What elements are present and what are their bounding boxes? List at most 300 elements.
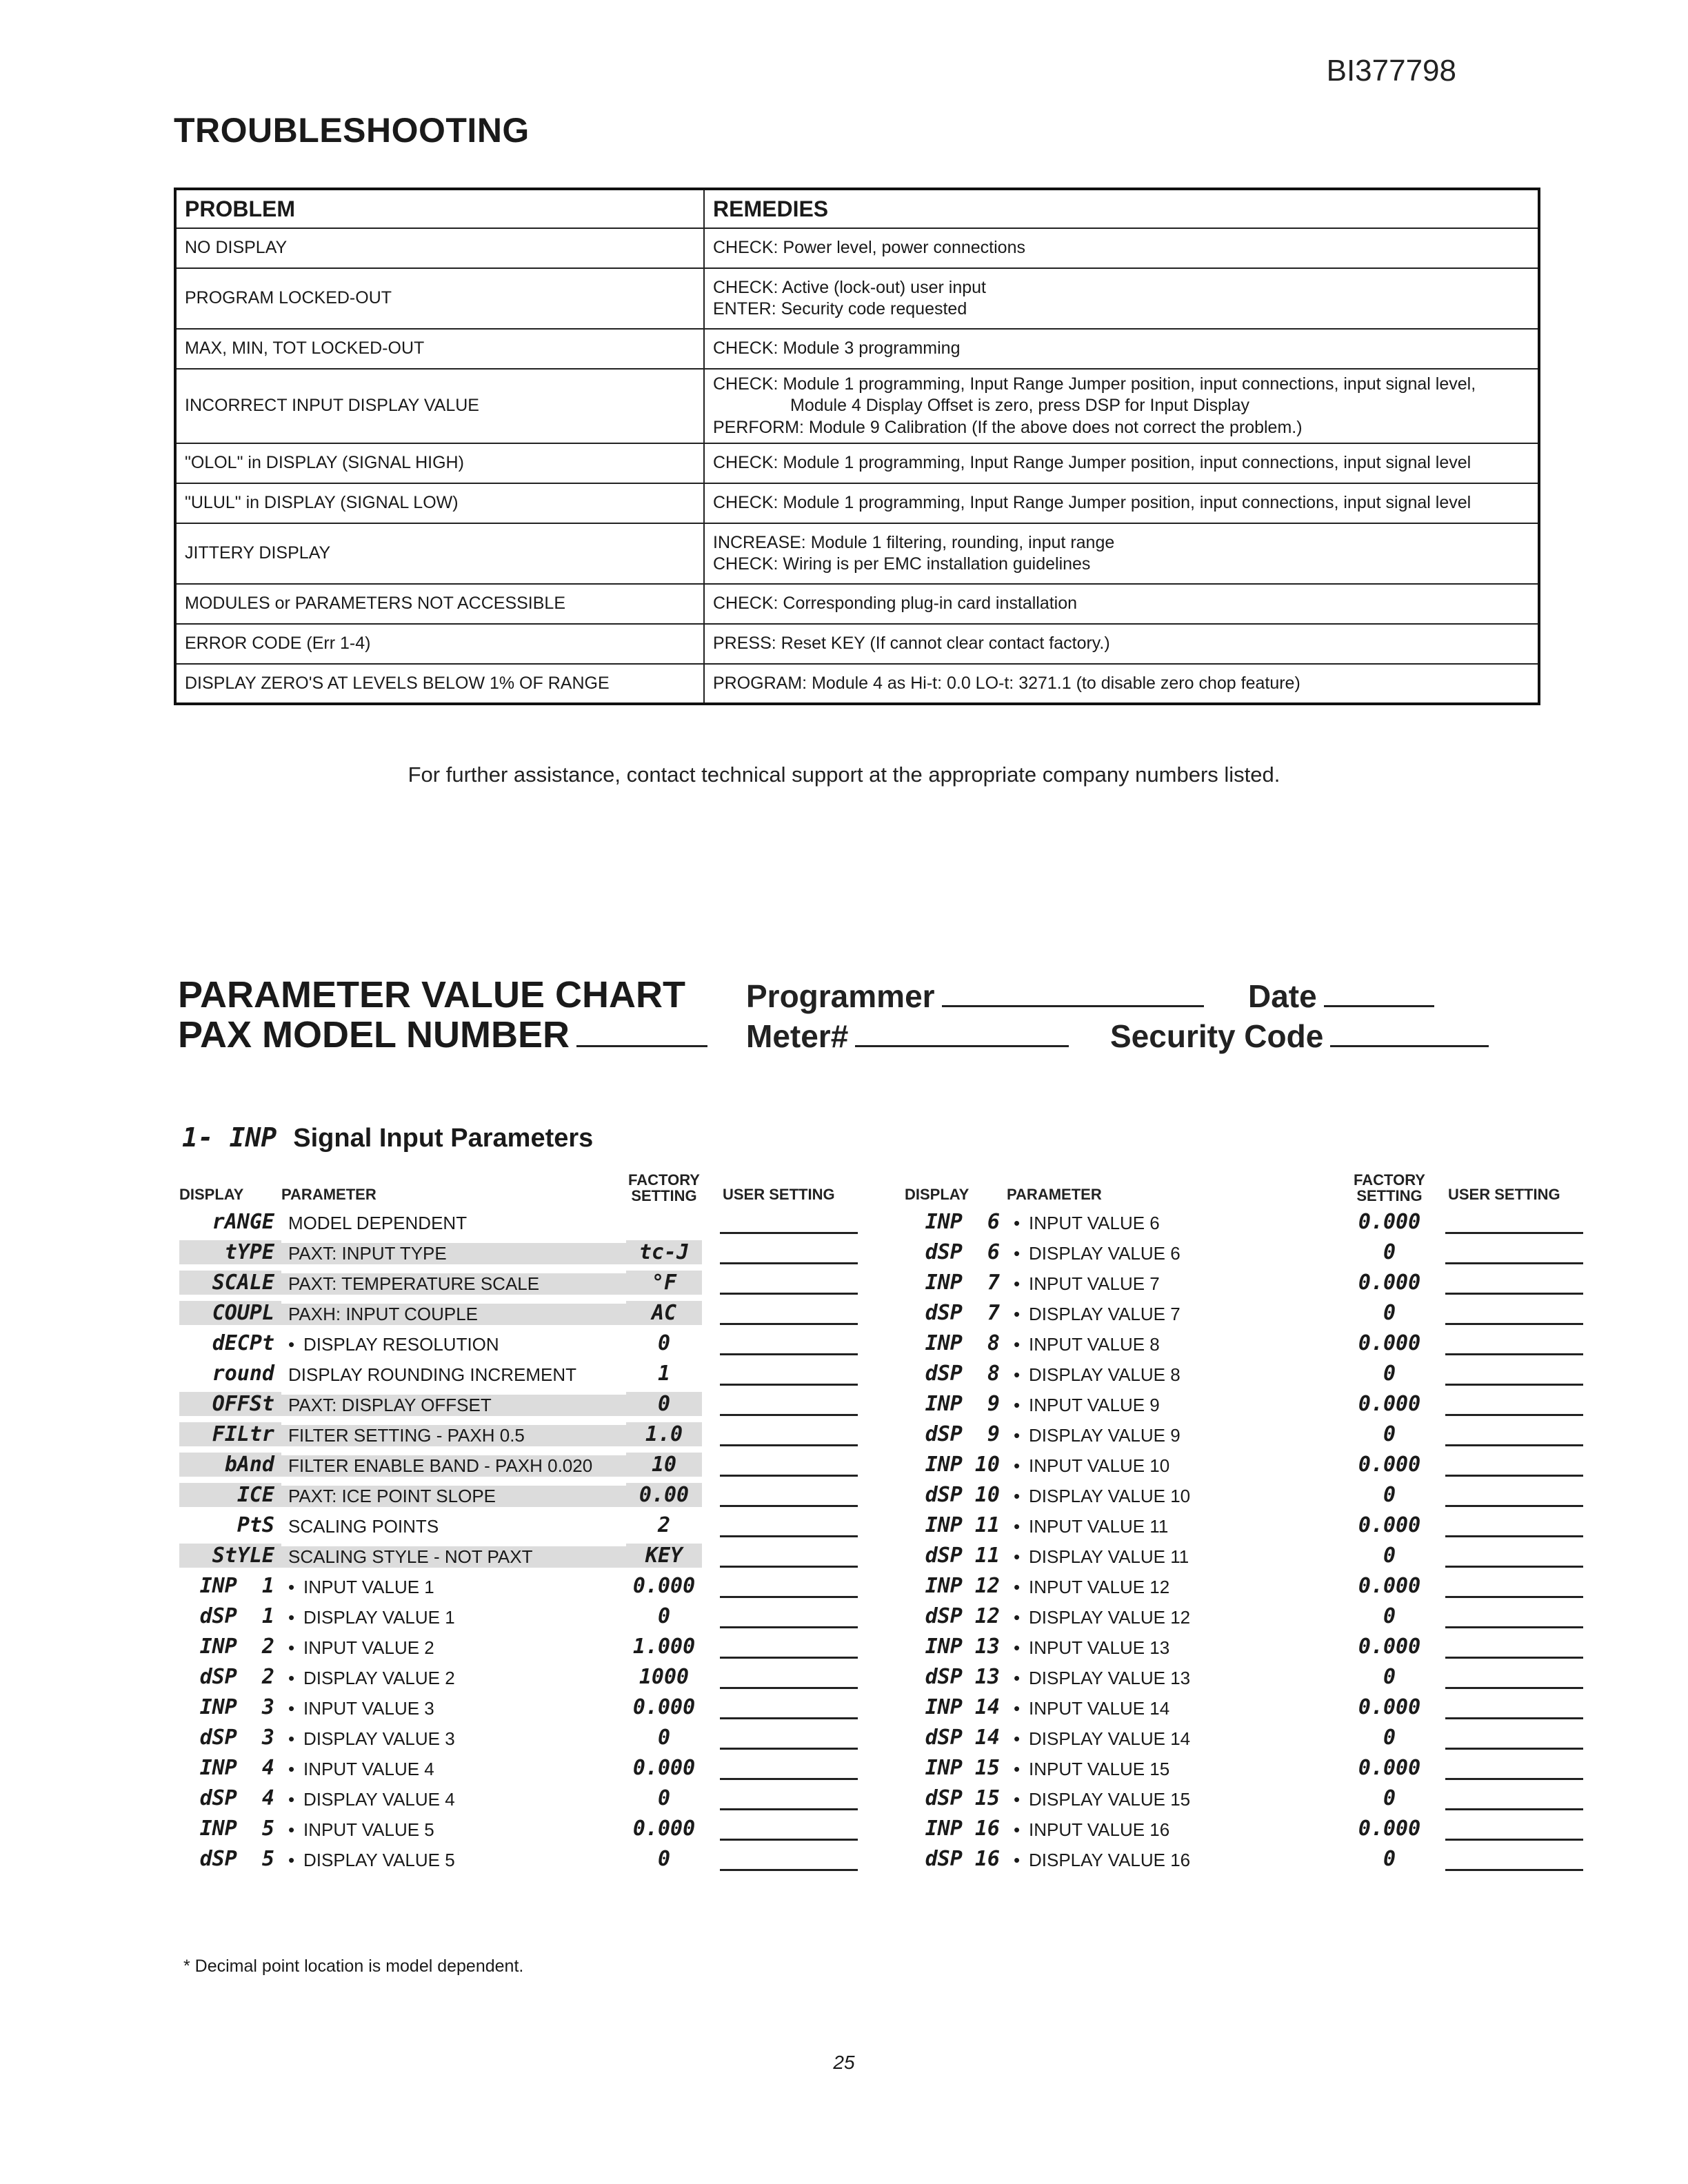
user-setting-blank[interactable] bbox=[720, 1636, 858, 1659]
parameter-label: PAXT: DISPLAY OFFSET bbox=[288, 1395, 492, 1415]
model-dependent-marker: • bbox=[288, 1334, 295, 1355]
remedies-column-header: REMEDIES bbox=[704, 189, 1539, 228]
parameter-name bbox=[281, 1819, 626, 1841]
parameter-row bbox=[905, 1446, 1614, 1477]
remedy-line: Module 4 Display Offset is zero, press DSP for Input Display bbox=[790, 396, 1250, 416]
model-dependent-marker: • bbox=[1014, 1304, 1021, 1324]
parameter-label: SCALING POINTS bbox=[288, 1516, 439, 1537]
user-setting-blank[interactable] bbox=[1445, 1697, 1583, 1719]
user-setting-blank[interactable] bbox=[1445, 1848, 1583, 1871]
problem-cell: MAX, MIN, TOT LOCKED-OUT bbox=[175, 329, 704, 369]
parameter-name bbox=[1007, 1759, 1352, 1780]
factory-setting: 0 bbox=[1383, 1301, 1396, 1325]
parameter-label: PAXT: INPUT TYPE bbox=[288, 1243, 447, 1264]
parameter-label: INPUT VALUE 15 bbox=[1029, 1759, 1170, 1779]
parameter-name bbox=[281, 1364, 626, 1386]
user-setting-blank[interactable] bbox=[1445, 1333, 1583, 1355]
user-setting-blank[interactable] bbox=[720, 1848, 858, 1871]
parameter-name bbox=[281, 1455, 626, 1477]
user-setting-blank[interactable] bbox=[1445, 1363, 1583, 1386]
parameter-row bbox=[905, 1325, 1614, 1355]
parameter-row bbox=[179, 1719, 888, 1750]
display-code: bAnd bbox=[179, 1453, 281, 1477]
parameter-name bbox=[1007, 1728, 1352, 1750]
parameter-row bbox=[905, 1295, 1614, 1325]
user-setting-blank[interactable] bbox=[720, 1363, 858, 1386]
factory-setting: 1000 bbox=[639, 1665, 690, 1689]
user-setting-blank[interactable] bbox=[1445, 1454, 1583, 1477]
remedy-line: CHECK: Corresponding plug-in card installation bbox=[713, 594, 1078, 614]
model-dependent-marker: • bbox=[1014, 1698, 1021, 1719]
parameter-row bbox=[905, 1537, 1614, 1568]
parameter-name bbox=[281, 1334, 626, 1355]
parameter-name bbox=[1007, 1334, 1352, 1355]
user-setting-blank[interactable] bbox=[720, 1697, 858, 1719]
model-dependent-marker: • bbox=[1014, 1819, 1021, 1840]
display-code: dSP 1 bbox=[199, 1604, 274, 1628]
model-dependent-marker: • bbox=[1014, 1213, 1021, 1233]
parameter-row bbox=[905, 1689, 1614, 1719]
display-header: DISPLAY bbox=[179, 1186, 244, 1203]
parameter-name bbox=[281, 1425, 626, 1446]
parameter-name bbox=[281, 1637, 626, 1659]
user-setting-header: USER SETTING bbox=[723, 1186, 835, 1203]
parameter-label: INPUT VALUE 10 bbox=[1029, 1455, 1170, 1476]
parameter-label: INPUT VALUE 3 bbox=[303, 1698, 434, 1719]
display-code: StYLE bbox=[179, 1544, 281, 1568]
user-setting-blank[interactable] bbox=[720, 1272, 858, 1295]
parameter-label: DISPLAY VALUE 11 bbox=[1029, 1546, 1189, 1567]
troubleshooting-row bbox=[175, 483, 1539, 523]
factory-setting: 0.000 bbox=[1358, 1574, 1421, 1598]
parameter-name bbox=[281, 1516, 626, 1537]
parameter-name bbox=[281, 1395, 626, 1416]
user-setting-blank[interactable] bbox=[1445, 1515, 1583, 1537]
parameter-row bbox=[179, 1295, 888, 1325]
factory-setting: 0.000 bbox=[1358, 1210, 1421, 1234]
model-dependent-marker: • bbox=[1014, 1850, 1021, 1870]
parameter-row bbox=[179, 1841, 888, 1871]
footnote: * Decimal point location is model dependent. bbox=[183, 1957, 524, 1976]
display-code: dSP 5 bbox=[199, 1847, 274, 1871]
model-dependent-marker: • bbox=[1014, 1607, 1021, 1628]
model-dependent-marker: • bbox=[1014, 1577, 1021, 1597]
display-code: INP 16 bbox=[925, 1817, 1000, 1841]
parameter-label: DISPLAY VALUE 16 bbox=[1029, 1850, 1191, 1870]
model-dependent-marker: • bbox=[1014, 1516, 1021, 1537]
parameter-label: DISPLAY VALUE 5 bbox=[303, 1850, 455, 1870]
factory-setting: tc-J bbox=[626, 1240, 702, 1264]
user-setting-blank[interactable] bbox=[720, 1302, 858, 1325]
parameter-label: INPUT VALUE 8 bbox=[1029, 1334, 1160, 1355]
problem-column-header: PROBLEM bbox=[175, 189, 704, 228]
user-setting-blank[interactable] bbox=[720, 1211, 858, 1234]
display-code: INP 3 bbox=[199, 1695, 274, 1719]
parameter-row bbox=[905, 1841, 1614, 1871]
display-code: dSP 16 bbox=[925, 1847, 1000, 1871]
column-headers-right bbox=[905, 1165, 1614, 1204]
troubleshooting-row bbox=[175, 369, 1539, 443]
user-setting-blank[interactable] bbox=[1445, 1757, 1583, 1780]
parameter-row bbox=[905, 1264, 1614, 1295]
problem-cell: INCORRECT INPUT DISPLAY VALUE bbox=[175, 369, 704, 443]
parameter-label: DISPLAY ROUNDING INCREMENT bbox=[288, 1364, 576, 1385]
parameter-label: FILTER SETTING - PAXH 0.5 bbox=[288, 1425, 525, 1446]
display-code: dECPt bbox=[212, 1331, 274, 1355]
parameter-label: INPUT VALUE 14 bbox=[1029, 1698, 1170, 1719]
user-setting-blank[interactable] bbox=[1445, 1211, 1583, 1234]
remedy-line: CHECK: Power level, power connections bbox=[713, 238, 1025, 258]
parameter-row bbox=[179, 1537, 888, 1568]
parameter-label: INPUT VALUE 11 bbox=[1029, 1516, 1169, 1537]
parameter-name bbox=[281, 1273, 626, 1295]
parameter-label: DISPLAY RESOLUTION bbox=[303, 1334, 499, 1355]
section-code: 1- INP bbox=[182, 1122, 277, 1153]
parameter-label: DISPLAY VALUE 13 bbox=[1029, 1668, 1191, 1688]
parameter-label: SCALING STYLE - NOT PAXT bbox=[288, 1546, 533, 1567]
parameter-name bbox=[281, 1486, 626, 1507]
parameter-row bbox=[179, 1750, 888, 1780]
display-header: DISPLAY bbox=[905, 1186, 969, 1203]
display-code: rANGE bbox=[212, 1210, 274, 1234]
display-code: dSP 14 bbox=[925, 1726, 1000, 1750]
display-code: INP 12 bbox=[925, 1574, 1000, 1598]
parameter-row bbox=[179, 1264, 888, 1295]
parameter-label: MODEL DEPENDENT bbox=[288, 1213, 468, 1233]
troubleshooting-row bbox=[175, 443, 1539, 483]
parameter-row bbox=[905, 1628, 1614, 1659]
factory-setting: 0 bbox=[626, 1392, 702, 1416]
parameter-row bbox=[179, 1416, 888, 1446]
model-dependent-marker: • bbox=[1014, 1243, 1021, 1264]
parameter-name bbox=[1007, 1850, 1352, 1871]
model-dependent-marker: • bbox=[288, 1637, 295, 1658]
factory-setting: 1.0 bbox=[626, 1422, 702, 1446]
parameter-row bbox=[905, 1568, 1614, 1598]
parameter-label: DISPLAY VALUE 3 bbox=[303, 1728, 455, 1749]
display-code: INP 4 bbox=[199, 1756, 274, 1780]
display-code: dSP 9 bbox=[925, 1422, 1000, 1446]
security-code-blank[interactable] bbox=[1330, 1018, 1489, 1047]
parameter-label: DISPLAY VALUE 12 bbox=[1029, 1607, 1191, 1628]
factory-setting-header: FACTORY SETTING bbox=[1354, 1171, 1425, 1204]
parameter-label: INPUT VALUE 2 bbox=[303, 1637, 434, 1658]
parameter-row bbox=[905, 1386, 1614, 1416]
remedies-cell bbox=[704, 584, 1539, 624]
user-setting-blank[interactable] bbox=[1445, 1242, 1583, 1264]
display-code: INP 2 bbox=[199, 1635, 274, 1659]
parameter-row bbox=[905, 1598, 1614, 1628]
factory-setting: 0.000 bbox=[1358, 1756, 1421, 1780]
parameter-row bbox=[179, 1204, 888, 1234]
remedies-cell bbox=[704, 268, 1539, 329]
problem-cell: ERROR CODE (Err 1-4) bbox=[175, 624, 704, 664]
parameter-label: FILTER ENABLE BAND - PAXH 0.020 bbox=[288, 1455, 593, 1476]
factory-setting: 1 bbox=[657, 1362, 671, 1386]
user-setting-blank[interactable] bbox=[720, 1333, 858, 1355]
user-setting-blank[interactable] bbox=[1445, 1666, 1583, 1689]
parameter-row bbox=[179, 1659, 888, 1689]
factory-setting: 0 bbox=[657, 1331, 671, 1355]
user-setting-blank[interactable] bbox=[1445, 1727, 1583, 1750]
parameter-label: INPUT VALUE 12 bbox=[1029, 1577, 1170, 1597]
model-dependent-marker: • bbox=[288, 1819, 295, 1840]
parameter-row bbox=[179, 1507, 888, 1537]
factory-setting: 0.000 bbox=[1358, 1695, 1421, 1719]
parameter-row bbox=[179, 1628, 888, 1659]
display-code: INP 9 bbox=[925, 1392, 1000, 1416]
parameter-label: DISPLAY VALUE 8 bbox=[1029, 1364, 1180, 1385]
parameter-name bbox=[1007, 1243, 1352, 1264]
parameter-name bbox=[1007, 1213, 1352, 1234]
factory-setting: 0.000 bbox=[1358, 1392, 1421, 1416]
user-setting-blank[interactable] bbox=[720, 1575, 858, 1598]
parameter-label: INPUT VALUE 4 bbox=[303, 1759, 434, 1779]
parameter-row bbox=[179, 1598, 888, 1628]
user-setting-blank[interactable] bbox=[720, 1242, 858, 1264]
display-code: dSP 8 bbox=[925, 1362, 1000, 1386]
display-code: INP 10 bbox=[925, 1453, 1000, 1477]
parameter-label: PAXT: ICE POINT SLOPE bbox=[288, 1486, 496, 1506]
parameter-row bbox=[179, 1325, 888, 1355]
display-code: FILtr bbox=[179, 1422, 281, 1446]
factory-setting: 0 bbox=[1383, 1786, 1396, 1810]
display-code: dSP 6 bbox=[925, 1240, 1000, 1264]
display-code: INP 13 bbox=[925, 1635, 1000, 1659]
display-code: dSP 11 bbox=[925, 1544, 1000, 1568]
factory-setting-header: FACTORY SETTING bbox=[628, 1171, 700, 1204]
factory-setting: 0 bbox=[1383, 1847, 1396, 1871]
parameter-name bbox=[281, 1607, 626, 1628]
remedy-line: PROGRAM: Module 4 as Hi-t: 0.0 LO-t: 3271.1 (to disable zero chop feature) bbox=[713, 673, 1300, 693]
date-blank[interactable] bbox=[1324, 978, 1434, 1007]
parameter-name bbox=[1007, 1789, 1352, 1810]
user-setting-blank[interactable] bbox=[720, 1484, 858, 1507]
user-setting-blank[interactable] bbox=[1445, 1575, 1583, 1598]
user-setting-blank[interactable] bbox=[720, 1454, 858, 1477]
parameter-name bbox=[281, 1728, 626, 1750]
display-code: ICE bbox=[179, 1483, 281, 1507]
user-setting-blank[interactable] bbox=[1445, 1393, 1583, 1416]
chart-title: PARAMETER VALUE CHART bbox=[178, 974, 685, 1015]
factory-setting: 0 bbox=[657, 1726, 671, 1750]
user-setting-blank[interactable] bbox=[720, 1545, 858, 1568]
parameter-name bbox=[1007, 1607, 1352, 1628]
display-code: dSP 7 bbox=[925, 1301, 1000, 1325]
remedies-cell bbox=[704, 329, 1539, 369]
meter-blank[interactable] bbox=[855, 1018, 1069, 1047]
column-headers-left bbox=[179, 1165, 888, 1204]
problem-cell: DISPLAY ZERO'S AT LEVELS BELOW 1% OF RANGE bbox=[175, 664, 704, 704]
parameter-label: DISPLAY VALUE 14 bbox=[1029, 1728, 1191, 1749]
model-number-label: PAX MODEL NUMBER bbox=[178, 1013, 707, 1056]
display-code: dSP 2 bbox=[199, 1665, 274, 1689]
parameter-row bbox=[905, 1416, 1614, 1446]
parameter-row bbox=[905, 1355, 1614, 1386]
problem-cell: "ULUL" in DISPLAY (SIGNAL LOW) bbox=[175, 483, 704, 523]
problem-cell: JITTERY DISPLAY bbox=[175, 523, 704, 584]
troubleshooting-row bbox=[175, 523, 1539, 584]
parameter-row bbox=[179, 1234, 888, 1264]
model-dependent-marker: • bbox=[288, 1728, 295, 1749]
remedy-line: CHECK: Active (lock-out) user input bbox=[713, 277, 986, 297]
remedy-line: CHECK: Module 1 programming, Input Range Jumper position, input connections, input signal level, bbox=[713, 374, 1476, 394]
remedy-line: CHECK: Wiring is per EMC installation guidelines bbox=[713, 554, 1091, 574]
parameter-label: DISPLAY VALUE 9 bbox=[1029, 1425, 1180, 1446]
user-setting-blank[interactable] bbox=[720, 1515, 858, 1537]
display-code: tYPE bbox=[179, 1240, 281, 1264]
factory-setting: 0.000 bbox=[632, 1695, 696, 1719]
parameter-name bbox=[281, 1577, 626, 1598]
remedy-line: CHECK: Module 3 programming bbox=[713, 338, 961, 358]
model-dependent-marker: • bbox=[1014, 1637, 1021, 1658]
user-setting-blank[interactable] bbox=[720, 1818, 858, 1841]
parameter-row bbox=[905, 1719, 1614, 1750]
parameter-label: DISPLAY VALUE 1 bbox=[303, 1607, 455, 1628]
factory-setting: 2 bbox=[657, 1513, 671, 1537]
user-setting-blank[interactable] bbox=[1445, 1484, 1583, 1507]
parameter-label: DISPLAY VALUE 4 bbox=[303, 1789, 455, 1810]
display-code: dSP 4 bbox=[199, 1786, 274, 1810]
parameter-name bbox=[281, 1789, 626, 1810]
model-dependent-marker: • bbox=[288, 1789, 295, 1810]
troubleshooting-row bbox=[175, 228, 1539, 268]
factory-setting: 0.000 bbox=[1358, 1635, 1421, 1659]
factory-setting: 0 bbox=[1383, 1422, 1396, 1446]
user-setting-blank[interactable] bbox=[720, 1424, 858, 1446]
user-setting-blank[interactable] bbox=[720, 1757, 858, 1780]
meter-field: Meter# bbox=[746, 1018, 1069, 1055]
parameter-row bbox=[179, 1568, 888, 1598]
parameter-name bbox=[281, 1304, 626, 1325]
parameter-name bbox=[1007, 1516, 1352, 1537]
troubleshooting-row bbox=[175, 268, 1539, 329]
user-setting-blank[interactable] bbox=[720, 1606, 858, 1628]
user-setting-blank[interactable] bbox=[1445, 1424, 1583, 1446]
model-dependent-marker: • bbox=[1014, 1486, 1021, 1506]
parameter-name bbox=[1007, 1546, 1352, 1568]
display-code: INP 8 bbox=[925, 1331, 1000, 1355]
model-dependent-marker: • bbox=[1014, 1759, 1021, 1779]
factory-setting: 0.000 bbox=[1358, 1271, 1421, 1295]
parameter-label: INPUT VALUE 5 bbox=[303, 1819, 434, 1840]
parameter-row bbox=[179, 1386, 888, 1416]
parameter-row bbox=[179, 1477, 888, 1507]
user-setting-blank[interactable] bbox=[1445, 1788, 1583, 1810]
parameter-name bbox=[1007, 1273, 1352, 1295]
user-setting-blank[interactable] bbox=[720, 1393, 858, 1416]
display-code: dSP 13 bbox=[925, 1665, 1000, 1689]
user-setting-blank[interactable] bbox=[1445, 1636, 1583, 1659]
security-code-field: Security Code bbox=[1110, 1018, 1489, 1055]
remedy-line: CHECK: Module 1 programming, Input Range Jumper position, input connections, input signal level bbox=[713, 493, 1471, 513]
remedy-line: CHECK: Module 1 programming, Input Range Jumper position, input connections, input signal level bbox=[713, 453, 1471, 473]
parameter-name bbox=[1007, 1425, 1352, 1446]
parameter-row bbox=[905, 1477, 1614, 1507]
model-dependent-marker: • bbox=[288, 1607, 295, 1628]
user-setting-blank[interactable] bbox=[720, 1788, 858, 1810]
parameter-column-right bbox=[905, 1165, 1614, 1871]
display-code: dSP 15 bbox=[925, 1786, 1000, 1810]
user-setting-blank[interactable] bbox=[1445, 1272, 1583, 1295]
parameter-name bbox=[281, 1213, 626, 1234]
parameter-name bbox=[1007, 1637, 1352, 1659]
model-dependent-marker: • bbox=[288, 1759, 295, 1779]
parameter-label: PAXH: INPUT COUPLE bbox=[288, 1304, 478, 1324]
parameter-name bbox=[1007, 1698, 1352, 1719]
remedies-cell bbox=[704, 483, 1539, 523]
parameter-name bbox=[1007, 1819, 1352, 1841]
parameter-row bbox=[905, 1507, 1614, 1537]
factory-setting: 0 bbox=[1383, 1604, 1396, 1628]
troubleshooting-heading: TROUBLESHOOTING bbox=[174, 111, 530, 150]
date-field: Date bbox=[1248, 978, 1434, 1015]
parameter-name bbox=[1007, 1304, 1352, 1325]
section-heading bbox=[182, 1122, 593, 1153]
model-number-blank[interactable] bbox=[576, 1018, 707, 1047]
remedies-cell bbox=[704, 443, 1539, 483]
programmer-field: Programmer bbox=[746, 978, 1204, 1015]
parameter-label: INPUT VALUE 13 bbox=[1029, 1637, 1170, 1658]
parameter-header: PARAMETER bbox=[281, 1186, 376, 1203]
parameter-name bbox=[281, 1546, 626, 1568]
factory-setting: 0 bbox=[1383, 1726, 1396, 1750]
display-code: INP 1 bbox=[199, 1574, 274, 1598]
parameter-header: PARAMETER bbox=[1007, 1186, 1102, 1203]
model-dependent-marker: • bbox=[288, 1698, 295, 1719]
user-setting-blank[interactable] bbox=[1445, 1545, 1583, 1568]
parameter-name bbox=[281, 1850, 626, 1871]
model-dependent-marker: • bbox=[1014, 1668, 1021, 1688]
factory-setting: 10 bbox=[626, 1453, 702, 1477]
display-code: INP 14 bbox=[925, 1695, 1000, 1719]
troubleshooting-table bbox=[174, 188, 1540, 705]
display-code: INP 15 bbox=[925, 1756, 1000, 1780]
display-code: dSP 10 bbox=[925, 1483, 1000, 1507]
factory-setting: 0.00 bbox=[626, 1483, 702, 1507]
user-setting-blank[interactable] bbox=[1445, 1302, 1583, 1325]
user-setting-blank[interactable] bbox=[720, 1727, 858, 1750]
factory-setting: 0 bbox=[657, 1847, 671, 1871]
model-dependent-marker: • bbox=[1014, 1425, 1021, 1446]
problem-cell: MODULES or PARAMETERS NOT ACCESSIBLE bbox=[175, 584, 704, 624]
model-dependent-marker: • bbox=[1014, 1273, 1021, 1294]
remedies-cell bbox=[704, 624, 1539, 664]
remedy-line: PRESS: Reset KEY (If cannot clear contact factory.) bbox=[713, 634, 1110, 654]
parameter-row bbox=[905, 1204, 1614, 1234]
model-dependent-marker: • bbox=[1014, 1334, 1021, 1355]
programmer-blank[interactable] bbox=[942, 978, 1204, 1007]
user-setting-blank[interactable] bbox=[720, 1666, 858, 1689]
user-setting-blank[interactable] bbox=[1445, 1606, 1583, 1628]
factory-setting: 0.000 bbox=[632, 1817, 696, 1841]
remedies-cell bbox=[704, 664, 1539, 704]
remedy-line: ENTER: Security code requested bbox=[713, 299, 967, 318]
factory-setting: 0.000 bbox=[1358, 1513, 1421, 1537]
parameter-row bbox=[905, 1810, 1614, 1841]
page-number: 25 bbox=[833, 2052, 855, 2073]
factory-setting: °F bbox=[626, 1271, 702, 1295]
display-code: INP 11 bbox=[925, 1513, 1000, 1537]
model-dependent-marker: • bbox=[1014, 1728, 1021, 1749]
parameter-name bbox=[281, 1668, 626, 1689]
display-code: OFFSt bbox=[179, 1392, 281, 1416]
factory-setting: 0 bbox=[1383, 1544, 1396, 1568]
parameter-row bbox=[179, 1780, 888, 1810]
factory-setting: KEY bbox=[626, 1544, 702, 1568]
user-setting-blank[interactable] bbox=[1445, 1818, 1583, 1841]
document-id: BI377798 bbox=[1326, 54, 1456, 88]
